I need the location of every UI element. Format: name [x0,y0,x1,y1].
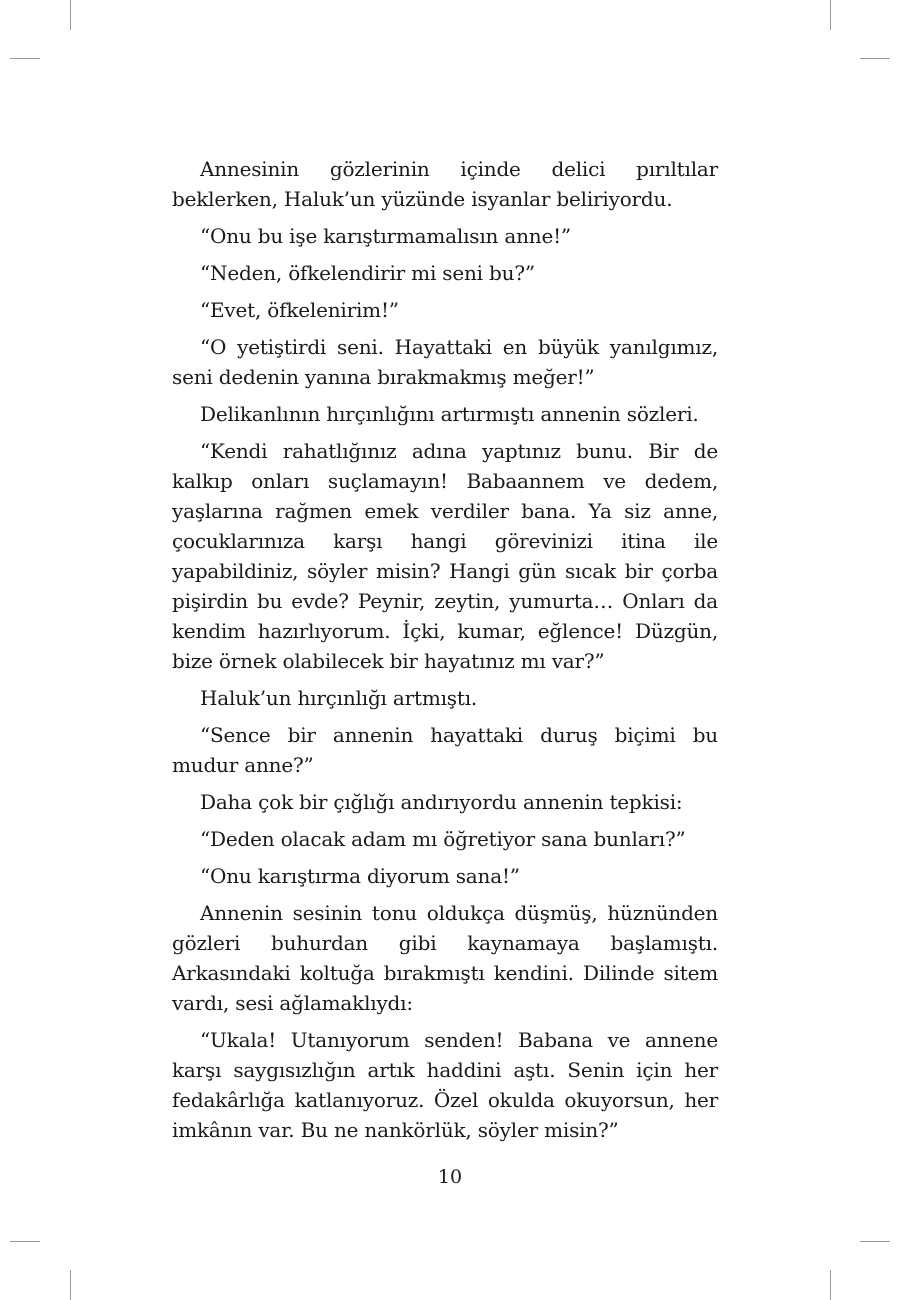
crop-mark-bottom-left [70,1270,71,1300]
paragraph: Daha çok bir çığlığı andırıyordu annenin tepkisi: [200,790,683,814]
paragraph: Delikanlının hırçınlığını artırmıştı annenin sözleri. [200,402,699,426]
paragraph: Annesinin gözlerinin içinde delici pırıltılar beklerken, Haluk’un yüzünde isyanlar beliriyordu. [172,157,718,211]
paragraph: “Sence bir annenin hayattaki duruş biçimi bu mudur anne?” [172,723,718,777]
paragraph: Haluk’un hırçınlığı artmıştı. [200,686,478,710]
paragraph: “Kendi rahatlığınız adına yaptınız bunu. Bir de kalkıp onları suçlamayın! Babaannem ve dedem, yaşlarına rağmen emek verdiler bana. Ya siz anne, çocuklarınıza karşı hangi görevinizi itina ile yapabildiniz, söyler misin? Hangi gün sıcak bir çorba pişirdin bu evde? Peynir, zeytin, yumurta… Onları da kendim hazırlıyorum. İçki, kumar, eğlence! Düzgün, bize örnek olabilecek bir hayatınız mı var?” [172,439,718,673]
paragraph: “Neden, öfkelendirir mi seni bu?” [200,261,535,285]
crop-mark-bottom-right-h [860,1241,890,1242]
paragraph: “Evet, öfkelenirim!” [200,298,399,322]
paragraph: “Onu bu işe karıştırmamalısın anne!” [200,224,571,248]
page-number: 10 [437,1166,463,1188]
crop-mark-bottom-left-h [10,1241,40,1242]
paragraph: “Onu karıştırma diyorum sana!” [200,864,520,888]
crop-mark-bottom-right [830,1270,831,1300]
paragraph: “Deden olacak adam mı öğretiyor sana bunları?” [200,827,686,851]
crop-mark-top-left-h [10,58,40,59]
crop-mark-top-right [830,0,831,30]
body-text [172,154,718,1152]
paragraph: “Ukala! Utanıyorum senden! Babana ve annene karşı saygısızlığın artık haddini aştı. Senin için her fedakârlığa katlanıyoruz. Özel okulda okuyorsun, her imkânın var. Bu ne nankörlük, söyler misin?” [172,1028,718,1142]
crop-mark-top-right-h [860,58,890,59]
paragraph: Annenin sesinin tonu oldukça düşmüş, hüznünden gözleri buhurdan gibi kaynamaya başlamıştı. Arkasındaki koltuğa bırakmıştı kendini. Dilinde sitem vardı, sesi ağlamaklıydı: [172,901,718,1015]
crop-mark-top-left [70,0,71,30]
paragraph: “O yetiştirdi seni. Hayattaki en büyük yanılgımız, seni dedenin yanına bırakmakmış meğer!” [172,335,718,389]
